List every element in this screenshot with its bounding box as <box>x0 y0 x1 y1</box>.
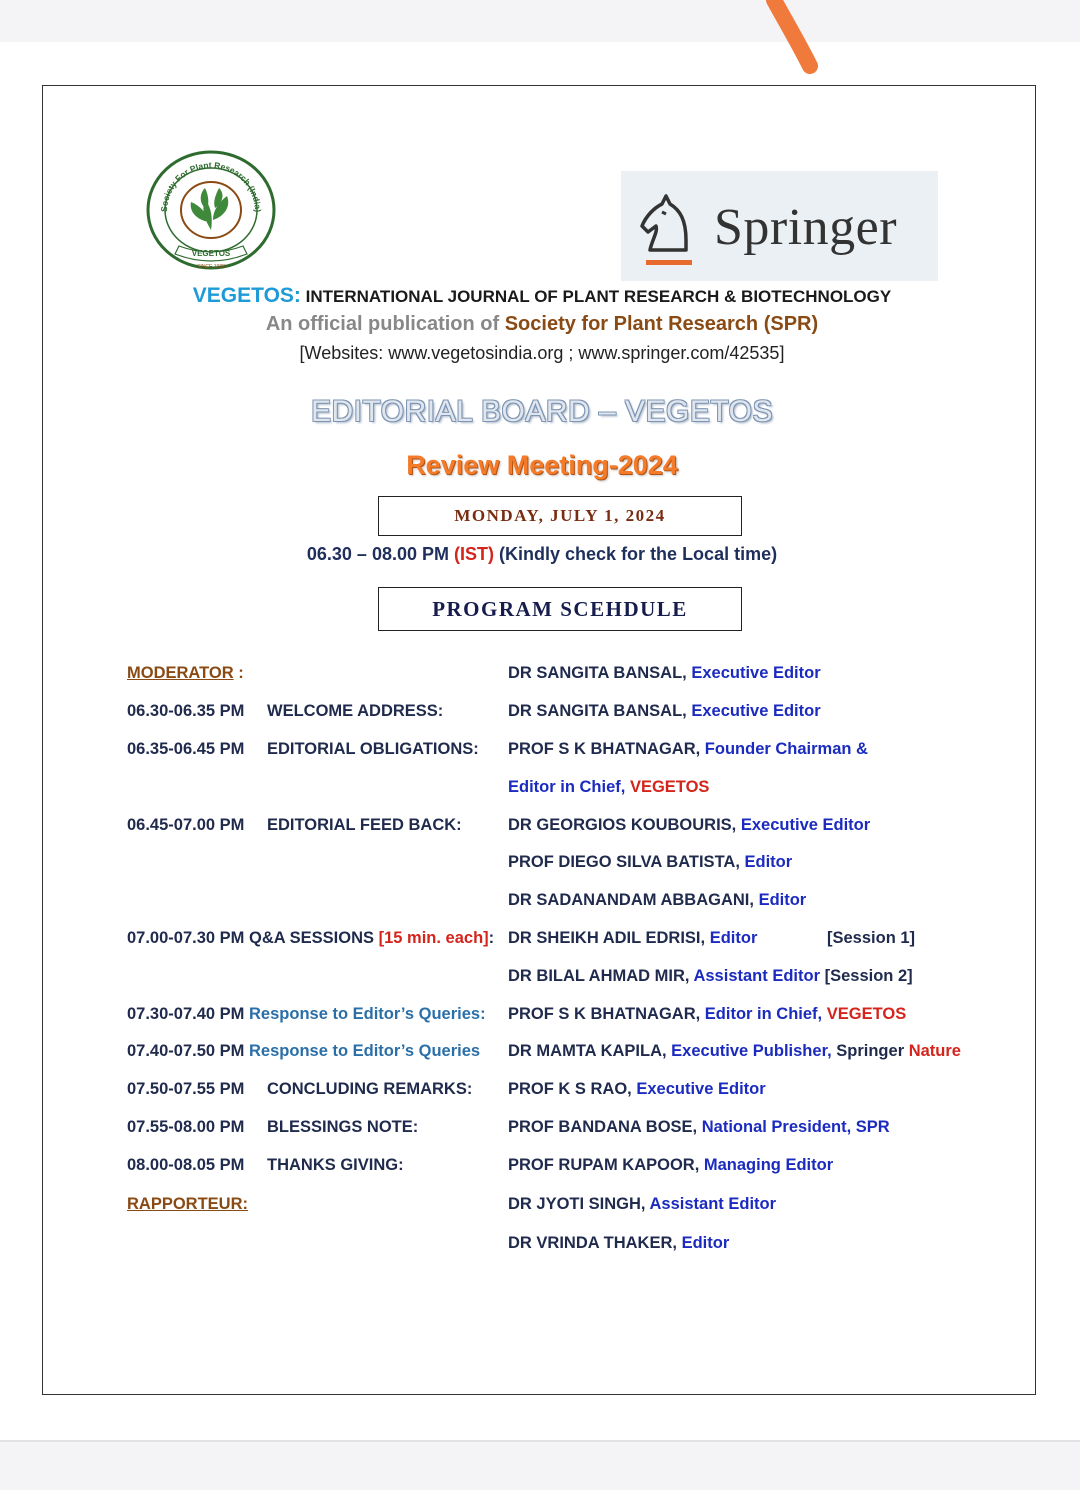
org-name-2: Nature <box>908 1042 961 1060</box>
row-time: 07.50-07.55 PM <box>127 1080 245 1098</box>
row-label: Response to Editor’s Queries <box>249 1042 481 1060</box>
speaker-name: DR JYOTI SINGH, <box>508 1195 646 1213</box>
schedule-row-feedback-2 <box>127 853 1007 877</box>
program-schedule-title: PROGRAM SCEHDULE <box>378 587 742 631</box>
speaker-name: DR VRINDA THAKER, <box>508 1234 677 1252</box>
speaker-role: National President, SPR <box>701 1118 890 1136</box>
speaker-name: DR GEORGIOS KOUBOURIS, <box>508 816 737 834</box>
society-name: Society for Plant Research (SPR) <box>504 313 819 335</box>
meeting-date: MONDAY, JULY 1, 2024 <box>378 496 742 536</box>
row-time: 06.35-06.45 PM <box>127 740 245 758</box>
journal-brand: VEGETOS: <box>192 284 301 307</box>
row-label: EDITORIAL OBLIGATIONS: <box>267 740 479 758</box>
rapporteur-label: RAPPORTEUR: <box>127 1195 249 1213</box>
time-note: (Kindly check for the Local time) <box>499 544 778 564</box>
schedule-row-welcome <box>127 702 1007 726</box>
orange-pen-stroke <box>760 0 840 90</box>
springer-wordmark: Springer <box>714 199 898 256</box>
springer-knight-icon <box>636 190 702 268</box>
speaker-name: DR SHEIKH ADIL EDRISI, <box>508 929 706 947</box>
journal-subtitle: INTERNATIONAL JOURNAL OF PLANT RESEARCH & BIOTECHNOLOGY <box>305 287 892 306</box>
schedule-row-response-2 <box>127 1042 1007 1066</box>
speaker-name: PROF S K BHATNAGAR, <box>508 740 701 758</box>
speaker-role: Executive Editor <box>740 816 871 834</box>
spr-since-text: SINCE 1988 <box>197 264 225 270</box>
row-label: BLESSINGS NOTE: <box>267 1118 419 1136</box>
schedule-row-obligations-cont <box>127 778 1007 802</box>
speaker-name: DR SADANANDAM ABBAGANI, <box>508 891 754 909</box>
row-label: EDITORIAL FEED BACK: <box>267 816 462 834</box>
schedule-row-rapporteur <box>127 1195 1007 1219</box>
speaker-role: Editor <box>709 929 758 947</box>
schedule-row-rapporteur-2 <box>127 1234 1007 1258</box>
speaker-role: Editor <box>758 891 807 909</box>
speaker-role: Founder Chairman & <box>704 740 868 758</box>
row-time: 07.00-07.30 PM <box>127 929 245 947</box>
speaker-role: Editor <box>744 853 793 871</box>
speaker-role: Executive Editor <box>691 702 821 720</box>
row-time: 06.45-07.00 PM <box>127 816 245 834</box>
schedule-row-obligations <box>127 740 1007 764</box>
speaker-role: Managing Editor <box>703 1156 834 1174</box>
qa-duration-note: [15 min. each] <box>378 929 489 947</box>
schedule-row-qa: 07.00-07.30 PM Q&A SESSIONS [15 min. each]: DR SHEIKH ADIL EDRISI, Editor [Session 1] <box>127 929 916 947</box>
speaker-role: Executive Editor <box>636 1080 766 1098</box>
schedule-row-feedback-3 <box>127 891 1007 915</box>
speaker-role: Executive Publisher, <box>671 1042 832 1060</box>
row-time: 08.00-08.05 PM <box>127 1156 245 1174</box>
row-time: 07.40-07.50 PM <box>127 1042 245 1060</box>
journal-name: VEGETOS <box>826 1005 907 1023</box>
schedule-row-moderator: MODERATOR : DR SANGITA BANSAL, Executive Editor <box>127 664 821 682</box>
speaker-name: DR MAMTA KAPILA, <box>508 1042 667 1060</box>
moderator-role: Executive Editor <box>691 664 821 682</box>
journal-title <box>42 284 1042 308</box>
schedule-row-qa-2 <box>127 967 1007 991</box>
schedule-row-thanks <box>127 1156 1007 1180</box>
session-tag: [Session 2] <box>824 967 913 985</box>
moderator-label: MODERATOR <box>127 664 234 682</box>
websites-line: [Websites: www.vegetosindia.org ; www.springer.com/42535] <box>299 343 785 363</box>
row-time: 06.30-06.35 PM <box>127 702 245 720</box>
schedule-row-concluding <box>127 1080 1007 1104</box>
schedule-row-feedback <box>127 816 1007 840</box>
speaker-role: Editor <box>681 1234 730 1252</box>
speaker-role: Assistant Editor <box>693 967 820 985</box>
meeting-time <box>42 544 1042 565</box>
spr-ring-text: Society For Plant Research (India) <box>158 159 264 213</box>
row-time: 07.30-07.40 PM <box>127 1005 245 1023</box>
session-tag: [Session 1] <box>827 929 916 947</box>
speaker-name: PROF BANDANA BOSE, <box>508 1118 698 1136</box>
row-label: Q&A SESSIONS <box>249 929 375 947</box>
schedule-row-response-1 <box>127 1005 1007 1029</box>
row-label: Response to Editor’s Queries: <box>249 1005 486 1023</box>
official-publication-line <box>42 313 1042 336</box>
speaker-name: PROF K S RAO, <box>508 1080 632 1098</box>
schedule-row-blessings <box>127 1118 1007 1142</box>
speaker-name: DR BILAL AHMAD MIR, <box>508 967 690 985</box>
speaker-name: PROF DIEGO SILVA BATISTA, <box>508 853 740 871</box>
moderator-name: DR SANGITA BANSAL, <box>508 664 687 682</box>
speaker-name: PROF S K BHATNAGAR, <box>508 1005 701 1023</box>
row-label: WELCOME ADDRESS: <box>267 702 444 720</box>
official-prefix: An official publication of <box>265 313 500 335</box>
review-meeting-title: Review Meeting-2024 <box>406 450 678 480</box>
spr-banner-text: VEGETOS <box>191 249 231 258</box>
row-label: CONCLUDING REMARKS: <box>267 1080 473 1098</box>
editorial-board-title: EDITORIAL BOARD – VEGETOS <box>310 395 774 428</box>
speaker-role: Assistant Editor <box>649 1195 777 1213</box>
journal-name: VEGETOS <box>629 778 710 796</box>
row-time: 07.55-08.00 PM <box>127 1118 245 1136</box>
org-name: Springer <box>836 1042 905 1060</box>
time-range: 06.30 – 08.00 PM <box>306 544 449 564</box>
speaker-name: DR SANGITA BANSAL, <box>508 702 687 720</box>
time-zone: (IST) <box>454 544 495 564</box>
spr-seal-logo <box>145 150 277 274</box>
speaker-role: Editor in Chief, <box>704 1005 823 1023</box>
speaker-name: PROF RUPAM KAPOOR, <box>508 1156 700 1174</box>
speaker-role-2: Editor in Chief, <box>508 778 626 796</box>
row-label: THANKS GIVING: <box>267 1156 404 1174</box>
